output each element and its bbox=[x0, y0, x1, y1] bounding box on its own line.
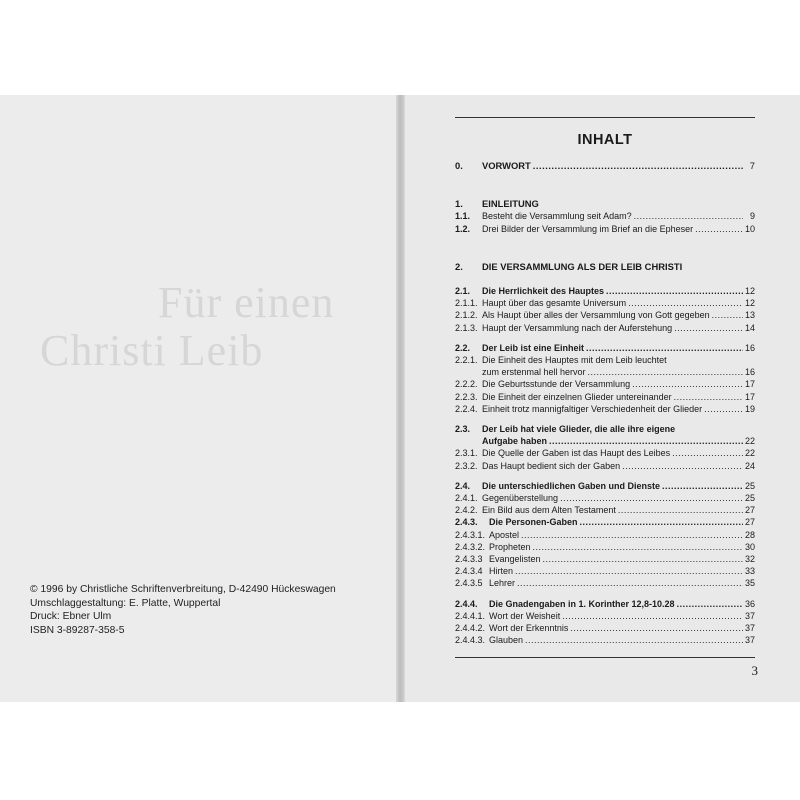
show-through-text: Für einen bbox=[158, 278, 335, 327]
book-spread bbox=[0, 95, 800, 702]
toc-entry-1: 1. EINLEITUNG bbox=[455, 198, 539, 210]
show-through-text: Christi Leib bbox=[40, 326, 264, 375]
toc-entry-2-4-4-3: 2.4.4.3. Glauben ..... 37 bbox=[455, 634, 755, 646]
toc-entry-2-1-3: 2.1.3. Haupt der Versammlung nach der Auferstehung ..... 14 bbox=[455, 322, 755, 334]
toc-entry-2: 2. DIE VERSAMMLUNG ALS DER LEIB CHRISTI bbox=[455, 260, 683, 272]
toc-entry-2-2-2: 2.2.2. Die Geburtsstunde der Versammlung ..... 17 bbox=[455, 378, 755, 390]
toc-entry-2-4-3-1: 2.4.3.1. Apostel ..... 28 bbox=[455, 529, 755, 541]
toc-entry-2-3-1: 2.3.1. Die Quelle der Gaben ist das Haupt des Leibes ..... 22 bbox=[455, 447, 755, 459]
toc-entry-2-2-1: 2.2.1. Die Einheit des Hauptes mit dem Leib leuchtet bbox=[455, 355, 667, 366]
toc-entry-1-1: 1.1. Besteht die Versammlung seit Adam? ..... 9 bbox=[455, 210, 755, 222]
page-number: 3 bbox=[751, 663, 758, 678]
toc-entry-1-2: 1.2. Drei Bilder der Versammlung im Brief an die Epheser ..... 10 bbox=[455, 223, 755, 235]
toc-entry-2-4-4: 2.4.4. Die Gnadengaben in 1. Korinther 12,8-10.28 ..... 36 bbox=[455, 598, 755, 610]
table-of-contents bbox=[455, 117, 755, 658]
toc-entry-2-4-3-2: 2.4.3.2. Propheten ..... 30 bbox=[455, 541, 755, 553]
toc-entry-2-4-1: 2.4.1. Gegenüberstellung ..... 25 bbox=[455, 492, 755, 504]
toc-entry-2-4-3-3: 2.4.3.3 Evangelisten ..... 32 bbox=[455, 553, 755, 565]
toc-entry-2-4-4-2: 2.4.4.2. Wort der Erkenntnis ..... 37 bbox=[455, 622, 755, 634]
toc-entry-2-2-1-cont: zum erstenmal hell hervor ..... 16 bbox=[455, 366, 755, 378]
top-rule bbox=[455, 117, 755, 118]
toc-entry-2-1-2: 2.1.2. Als Haupt über alles der Versammlung von Gott gegeben ..... 13 bbox=[455, 309, 755, 321]
toc-entry-2-4-4-1: 2.4.4.1. Wort der Weisheit ..... 37 bbox=[455, 610, 755, 622]
toc-entry-2-2-3: 2.2.3. Die Einheit der einzelnen Glieder untereinander ..... 17 bbox=[455, 391, 755, 403]
toc-entry-2-1: 2.1. Die Herrlichkeit des Hauptes ..... 12 bbox=[455, 285, 755, 297]
toc-entry-2-1-1: 2.1.1. Haupt über das gesamte Universum ..... 12 bbox=[455, 297, 755, 309]
toc-entry-2-3: 2.3. Der Leib hat viele Glieder, die alle ihre eigene bbox=[455, 424, 676, 435]
toc-title: INHALT bbox=[577, 132, 633, 148]
toc-entry-2-4-2: 2.4.2. Ein Bild aus dem Alten Testament ..... 27 bbox=[455, 504, 755, 516]
right-page bbox=[405, 95, 800, 702]
toc-entry-2-4-3-5: 2.4.3.5 Lehrer ..... 35 bbox=[455, 577, 755, 589]
imprint-copyright: © 1996 by Christliche Schriftenverbreitung, D-42490 Hückeswagen bbox=[30, 584, 336, 595]
toc-entry-2-4: 2.4. Die unterschiedlichen Gaben und Dienste ..... 25 bbox=[455, 480, 755, 492]
toc-entry-2-2-4: 2.2.4. Einheit trotz mannigfaltiger Verschiedenheit der Glieder ..... 19 bbox=[455, 403, 755, 415]
imprint bbox=[30, 583, 336, 637]
toc-entry-2-3-cont: Aufgabe haben ..... 22 bbox=[455, 435, 755, 447]
bottom-rule bbox=[455, 657, 755, 658]
toc-entry-2-4-3-4: 2.4.3.4 Hirten ..... 33 bbox=[455, 565, 755, 577]
toc-entry-2-3-2: 2.3.2. Das Haupt bedient sich der Gaben ..... 24 bbox=[455, 460, 755, 472]
toc-entry-0: 0. VORWORT ..... 7 bbox=[455, 160, 755, 172]
left-page bbox=[0, 95, 398, 702]
toc-entry-2-2: 2.2. Der Leib ist eine Einheit ..... 16 bbox=[455, 342, 755, 354]
imprint-cover-design: Umschlaggestaltung: E. Platte, Wuppertal bbox=[30, 597, 221, 609]
imprint-isbn: ISBN 3-89287-358-5 bbox=[30, 624, 125, 636]
imprint-printer: Druck: Ebner Ulm bbox=[30, 611, 112, 623]
toc-entry-2-4-3: 2.4.3. Die Personen-Gaben ..... 27 bbox=[455, 516, 755, 528]
